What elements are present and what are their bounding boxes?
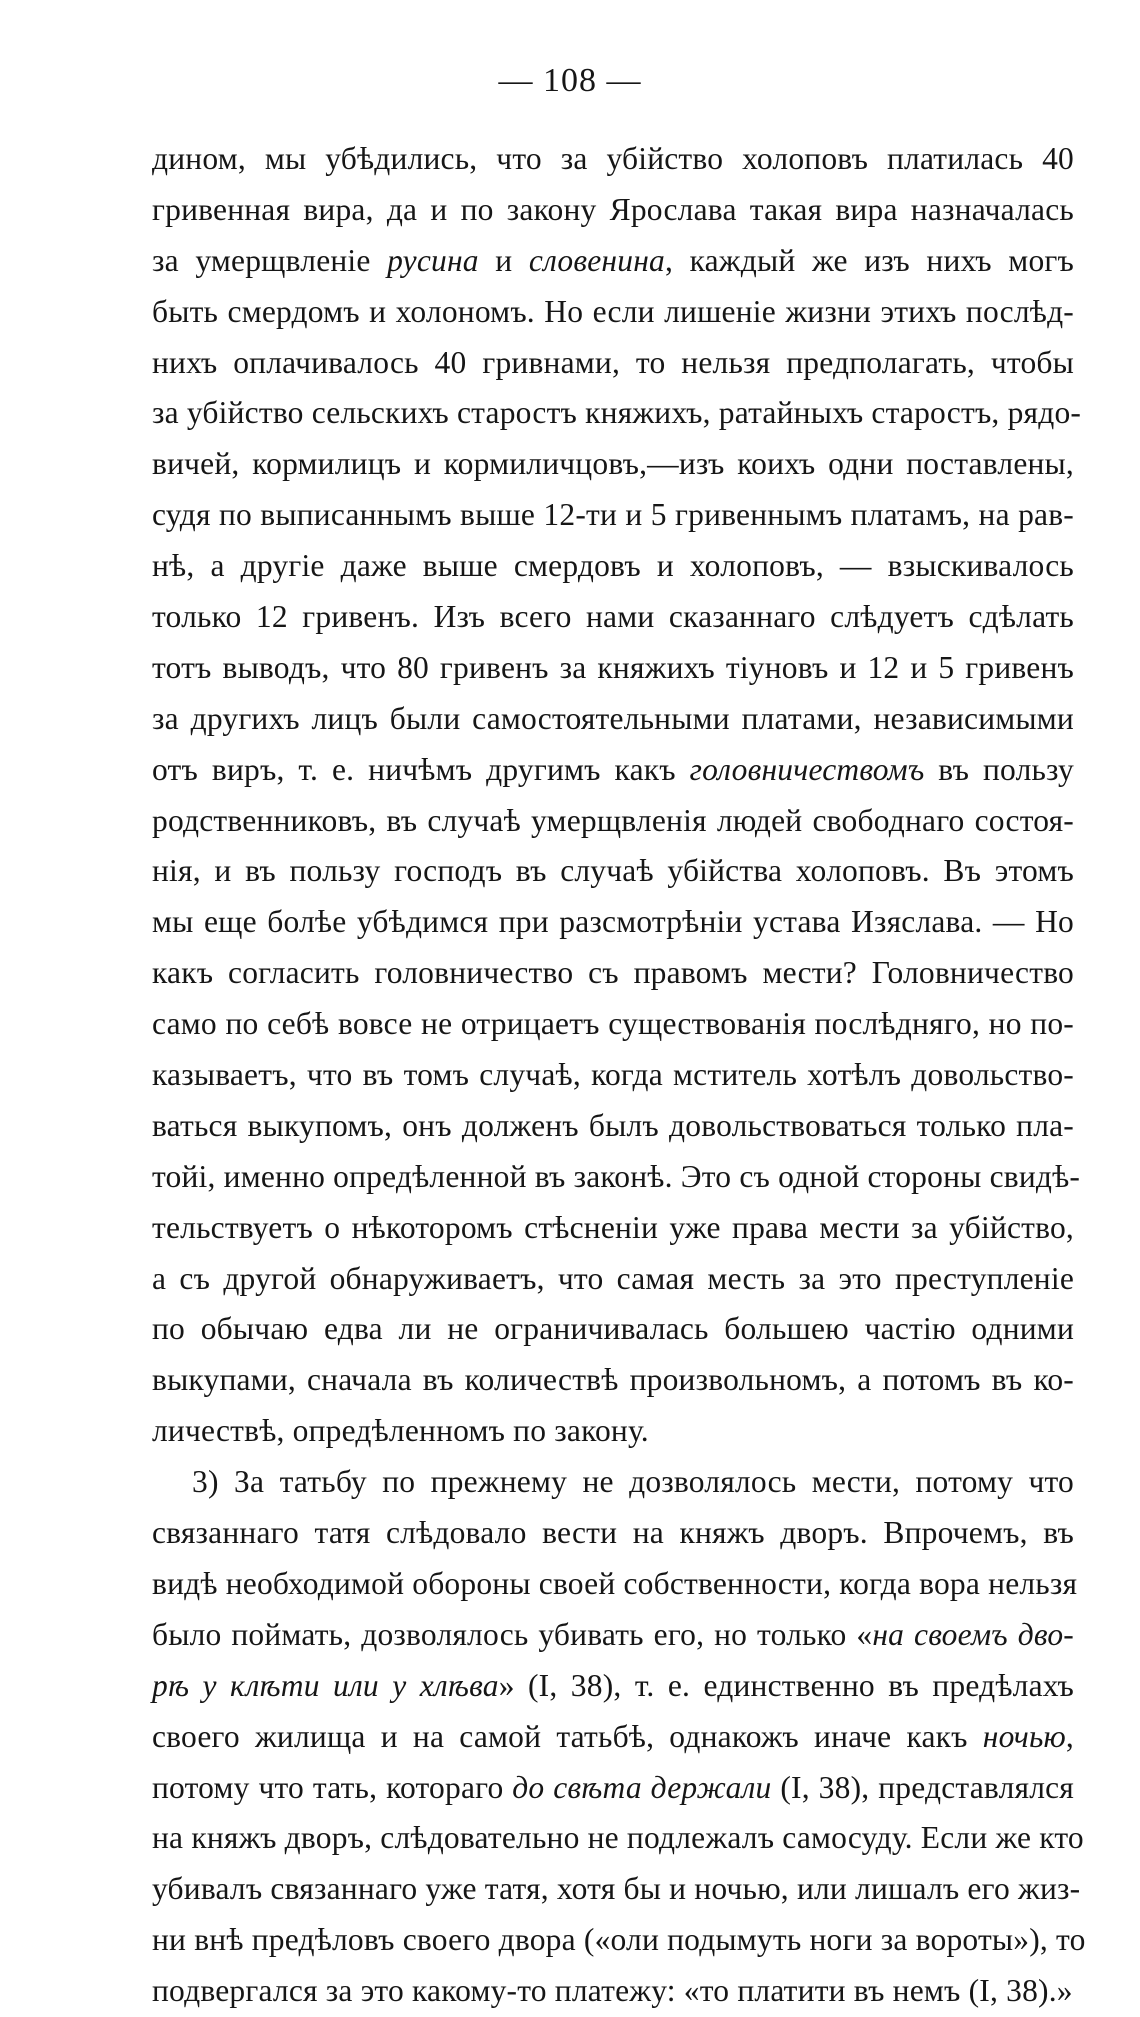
italic-phrase: головничествомъ: [689, 751, 925, 787]
text-line: [152, 1915, 1086, 1966]
italic-phrase: рѣ у клѣти или у хлѣва: [152, 1667, 499, 1703]
text-segment: быть смердомъ и холономъ. Но если лишеніе жизни этихъ послѣд-: [152, 293, 1074, 329]
text-line: [152, 1712, 1074, 1763]
text-line: [152, 897, 1074, 948]
text-line: [152, 694, 1074, 745]
text-line: [152, 1406, 1074, 1457]
text-segment: нѣ, а другіе даже выше смердовъ и холоповъ, — взыскивалось: [152, 548, 1074, 584]
text-segment: было поймать, дозволялось убивать его, но только «: [152, 1616, 873, 1652]
text-segment: въ пользу: [924, 751, 1074, 787]
text-line: [152, 236, 1074, 287]
text-segment: судя по выписаннымъ выше 12-ти и 5 гривеннымъ платамъ, на рав-: [152, 497, 1074, 533]
text-segment: за убійство сельскихъ старостъ княжихъ, ратайныхъ старостъ, рядо-: [152, 395, 1082, 431]
italic-phrase: до свѣта держали: [512, 1769, 772, 1805]
text-segment: дином, мы убѣдились, что за убійство холоповъ платилась 40: [152, 141, 1074, 176]
text-segment: видѣ необходимой обороны своей собственности, когда вора нельзя: [152, 1565, 1078, 1601]
text-segment: , каждый же изъ нихъ могъ: [664, 242, 1075, 278]
text-segment: тельствуетъ о нѣкоторомъ стѣсненіи уже права мести за убійство,: [152, 1209, 1074, 1245]
body-text: [152, 134, 1086, 2017]
text-segment: 3) За татьбу по прежнему не дозволялось мести, потому что: [192, 1464, 1074, 1500]
text-segment: (I, 38), представлялся: [771, 1769, 1074, 1805]
text-segment: нихъ оплачивалось 40 гривнами, то нельзя предполагать, чтобы: [152, 344, 1074, 380]
text-line: [152, 948, 1074, 999]
text-segment: ни внѣ предѣловъ своего двора («оли подымуть ноги за вороты»), то: [152, 1922, 1086, 1958]
text-line: [152, 1203, 1074, 1254]
italic-phrase: ночью: [982, 1718, 1066, 1754]
page-number: — 108 —: [498, 62, 642, 99]
text-line: [152, 1813, 1084, 1864]
text-segment: за другихъ лицъ были самостоятельными платами, независимыми: [152, 700, 1074, 736]
text-line: [152, 592, 1074, 643]
text-segment: казываетъ, что въ томъ случаѣ, когда мститель хотѣлъ довольство-: [152, 1057, 1074, 1093]
text-segment: вичей, кормилицъ и кормиличцовъ,—изъ коихъ одни поставлены,: [152, 446, 1074, 482]
text-segment: а съ другой обнаруживаетъ, что самая месть за это преступленіе: [152, 1260, 1074, 1296]
italic-phrase: на своемъ дво-: [872, 1616, 1075, 1652]
text-segment: тотъ выводъ, что 80 гривенъ за княжихъ тіуновъ и 12 и 5 гривенъ: [152, 649, 1074, 685]
text-segment: » (I, 38), т. е. единственно въ предѣлахъ: [498, 1667, 1074, 1703]
text-line: [152, 796, 1074, 847]
text-line: [152, 745, 1074, 796]
text-segment: ,: [1065, 1718, 1074, 1754]
text-segment: только 12 гривенъ. Изъ всего нами сказаннаго слѣдуетъ сдѣлать: [152, 599, 1074, 635]
text-segment: выкупами, сначала въ количествѣ произвольномъ, а потомъ въ ко-: [152, 1362, 1074, 1398]
text-line: [152, 1457, 1074, 1508]
text-line: [152, 1610, 1074, 1661]
text-line: [152, 1508, 1074, 1559]
text-segment: нія, и въ пользу господъ въ случаѣ убійства холоповъ. Въ этомъ: [152, 853, 1074, 889]
text-segment: своего жилища и на самой татьбѣ, однакожъ иначе какъ: [152, 1718, 983, 1754]
text-line: [152, 1661, 1074, 1712]
text-line: [152, 287, 1074, 338]
text-line: [152, 1254, 1074, 1305]
text-segment: ваться выкупомъ, онъ долженъ былъ довольствоваться только пла-: [152, 1107, 1074, 1143]
text-segment: потому что тать, котораго: [152, 1769, 513, 1805]
text-segment: гривенная вира, да и по закону Ярослава такая вира назначалась: [152, 191, 1074, 227]
text-line: [152, 1559, 1078, 1610]
text-segment: связаннаго татя слѣдовало вести на княжъ дворъ. Впрочемъ, въ: [152, 1515, 1074, 1551]
text-segment: на княжъ дворъ, слѣдовательно не подлежалъ самосуду. Если же кто: [152, 1820, 1084, 1856]
text-line: [152, 1152, 1081, 1203]
text-line: [152, 643, 1074, 694]
text-line: [152, 1864, 1081, 1915]
text-segment: тойі, именно опредѣленной въ законѣ. Это съ одной стороны свидѣ-: [152, 1158, 1081, 1194]
text-segment: за умерщвленіе: [152, 242, 388, 278]
text-segment: мы еще болѣе убѣдимся при разсмотрѣніи устава Изяслава. — Но: [152, 904, 1074, 940]
italic-phrase: словенина: [528, 242, 665, 278]
text-line: [152, 134, 1074, 185]
text-segment: убивалъ связаннаго уже татя, хотя бы и ночью, или лишалъ его жиз-: [152, 1871, 1081, 1907]
italic-phrase: русина: [387, 242, 479, 278]
text-line: [152, 338, 1074, 389]
text-line: [152, 1763, 1074, 1814]
text-segment: отъ виръ, т. е. ничѣмъ другимъ какъ: [152, 751, 690, 787]
text-line: [152, 846, 1074, 897]
text-line: [152, 185, 1074, 236]
text-line: [152, 490, 1074, 541]
text-line: [152, 1050, 1074, 1101]
text-line: [152, 388, 1082, 439]
text-line: [152, 541, 1074, 592]
text-line: [152, 1355, 1074, 1406]
text-line: [152, 1101, 1074, 1152]
text-line: [152, 999, 1074, 1050]
text-line: [152, 439, 1074, 490]
text-segment: какъ согласить головничество съ правомъ мести? Головничество: [152, 955, 1074, 991]
text-segment: по обычаю едва ли не ограничивалась большею частію одними: [152, 1311, 1074, 1347]
text-line: [152, 1966, 1074, 2017]
text-segment: подвергался за это какому-то платежу: «то платити въ немъ (I, 38).»: [152, 1973, 1073, 2009]
text-segment: родственниковъ, въ случаѣ умерщвленія людей свободнаго состоя-: [152, 802, 1074, 838]
text-line: [152, 1304, 1074, 1355]
text-segment: и: [478, 242, 529, 278]
text-segment: само по себѣ вовсе не отрицаетъ существованія послѣдняго, но по-: [152, 1006, 1074, 1042]
text-segment: личествѣ, опредѣленномъ по закону.: [152, 1413, 649, 1449]
